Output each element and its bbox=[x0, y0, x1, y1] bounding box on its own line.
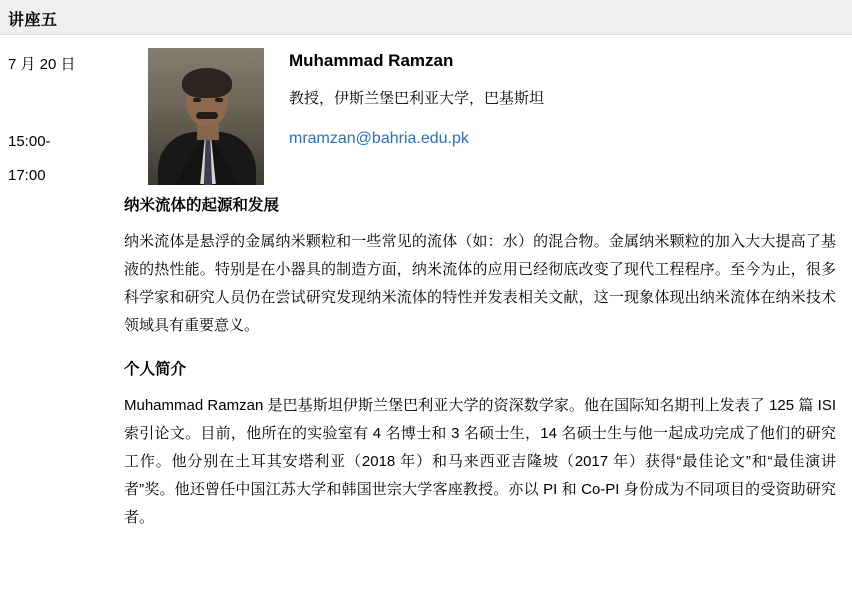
photo-eye-left-shape bbox=[193, 98, 201, 102]
bio-paragraph: Muhammad Ramzan 是巴基斯坦伊斯兰堡巴利亚大学的资深数学家。他在国际知名期刊上发表了 125 篇 ISI 索引论文。目前，他所在的实验室有 4 名博士和 3 名硕士生，14 名硕士生与他一起成功完成了他们的研究工作。他分别在土耳其安塔利亚（2018 年）和马来西亚吉隆坡（2017 年）获得“最佳论文”和“最佳演讲者”奖。他还曾任中国江苏大学和韩国世宗大学客座教授。亦以 PI 和 Co-PI 身份成为不同项目的受资助研究者。 bbox=[124, 397, 836, 526]
topic-heading: 纳米流体的起源和发展 bbox=[124, 197, 280, 214]
photo-mustache-shape bbox=[196, 112, 218, 119]
speaker-info bbox=[289, 50, 837, 150]
speaker-affiliation: 教授，伊斯兰堡巴利亚大学，巴基斯坦 bbox=[289, 90, 545, 107]
lecture-content bbox=[124, 194, 836, 532]
speaker-email-link[interactable]: mramzan@bahria.edu.pk bbox=[289, 130, 469, 147]
photo-eyebrow-right-shape bbox=[212, 92, 225, 96]
lecture-time-end: 17:00 bbox=[8, 167, 46, 184]
lecture-time-start: 15:00- bbox=[8, 133, 51, 150]
photo-eye-right-shape bbox=[215, 98, 223, 102]
topic-paragraph: 纳米流体是悬浮的金属纳米颗粒和一些常见的流体（如：水）的混合物。金属纳米颗粒的加入大大提高了基液的热性能。特别是在小器具的制造方面，纳米流体的应用已经彻底改变了现代工程程序。至今为止，很多科学家和研究人员仍在尝试研究发现纳米流体的特性并发表相关文献，这一现象体现出纳米流体在纳米技术领域具有重要意义。 bbox=[124, 233, 836, 334]
lecture-meta-column bbox=[8, 55, 128, 193]
page-title: 讲座五 bbox=[8, 12, 58, 29]
speaker-photo bbox=[148, 48, 264, 185]
speaker-name: Muhammad Ramzan bbox=[289, 51, 454, 70]
bio-heading: 个人简介 bbox=[124, 361, 187, 378]
lecture-date: 7 月 20 日 bbox=[8, 56, 76, 73]
photo-eyebrow-left-shape bbox=[191, 92, 204, 96]
page-header-bar bbox=[0, 0, 852, 35]
speaker-photo-image bbox=[148, 48, 264, 185]
